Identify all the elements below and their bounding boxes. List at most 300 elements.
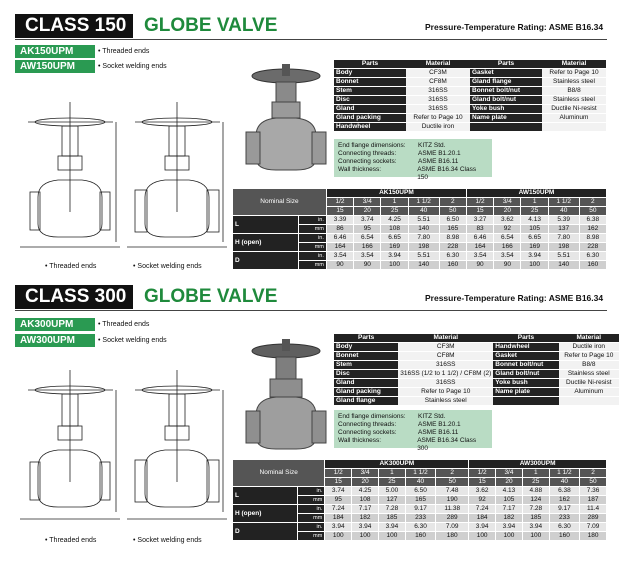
dimension-value: 11.38 <box>436 505 469 514</box>
part-name: Bonnet bolt/nut <box>470 87 542 96</box>
dimension-value: 166 <box>354 243 381 252</box>
size-fraction: 1/2 <box>469 469 496 478</box>
part-material: Aluminum <box>542 114 606 123</box>
size-fraction: 3/4 <box>494 198 521 207</box>
size-mm: 40 <box>548 207 579 216</box>
dimension-value: 100 <box>379 532 406 541</box>
parts-header-cell: Material <box>559 334 619 343</box>
parts-header-cell: Parts <box>334 60 406 69</box>
part-name: Body <box>334 69 406 78</box>
spec-note-value: KITZ Std. <box>418 142 446 149</box>
dimension-value: 3.74 <box>354 216 381 225</box>
part-material: Refer to Page 10 <box>542 69 606 78</box>
dimension-value: 164 <box>466 243 493 252</box>
part-name: Stem <box>334 361 398 370</box>
part-name: Gland flange <box>334 397 398 406</box>
socket-valve-drawing <box>125 92 230 262</box>
size-fraction: 1 <box>522 469 549 478</box>
spec-note-row <box>338 429 488 437</box>
dimension-value: 6.65 <box>521 234 548 243</box>
spec-note-label: Connecting threads: <box>338 150 397 157</box>
size-fraction: 3/4 <box>352 469 379 478</box>
part-material: CF8M <box>398 352 493 361</box>
spec-note-row <box>338 437 488 453</box>
dimension-value: 6.46 <box>326 234 353 243</box>
dimension-value: 100 <box>352 532 379 541</box>
dimension-value: 105 <box>521 225 548 234</box>
dimension-value: 3.94 <box>325 523 352 532</box>
dimension-value: 3.94 <box>352 523 379 532</box>
class-label: CLASS 300 <box>15 285 133 309</box>
dimension-value: 6.54 <box>354 234 381 243</box>
parts-row <box>334 379 619 388</box>
size-mm: 20 <box>354 207 381 216</box>
model-group-header: AK150UPM <box>326 189 466 198</box>
part-name: Bonnet <box>334 78 406 87</box>
spec-note-value: ASME B1.20.1 <box>418 421 461 428</box>
dimension-value: 100 <box>522 532 549 541</box>
unit-label: in. <box>299 234 327 243</box>
parts-row <box>334 69 606 78</box>
dimension-label: L <box>233 487 298 505</box>
dimension-value: 95 <box>354 225 381 234</box>
model-code: AK300UPM <box>15 318 95 331</box>
part-material: Stainless steel <box>542 96 606 105</box>
dimension-value: 95 <box>325 496 352 505</box>
unit-label: in. <box>298 487 325 496</box>
dimension-value: 127 <box>379 496 406 505</box>
nominal-size-header: Nominal Size <box>233 460 325 487</box>
rating-text: Pressure-Temperature Rating: ASME B16.34 <box>425 22 604 32</box>
part-material: Ductile iron <box>559 343 619 352</box>
unit-label: in. <box>298 523 325 532</box>
parts-row <box>334 343 619 352</box>
dimension-value: 182 <box>496 514 523 523</box>
parts-row <box>334 361 619 370</box>
spec-notes-box <box>334 410 492 452</box>
dimension-value: 160 <box>579 261 606 270</box>
part-material: 316SS <box>398 379 493 388</box>
size-fraction: 1/2 <box>325 469 352 478</box>
parts-row <box>334 370 619 379</box>
size-fraction: 2 <box>580 469 607 478</box>
dimension-value: 92 <box>469 496 496 505</box>
dimension-value: 3.94 <box>469 523 496 532</box>
size-mm: 15 <box>326 207 353 216</box>
dimension-value: 4.25 <box>352 487 379 496</box>
dimension-value: 228 <box>439 243 466 252</box>
caption-socket: • Socket welding ends <box>133 263 202 270</box>
part-name: Yoke bush <box>493 379 558 388</box>
part-material: CF3M <box>398 343 493 352</box>
size-fraction: 3/4 <box>354 198 381 207</box>
parts-row <box>334 388 619 397</box>
dimension-value: 11.4 <box>580 505 607 514</box>
part-name: Disc <box>334 370 398 379</box>
part-name: Name plate <box>470 114 542 123</box>
size-mm: 15 <box>469 478 496 487</box>
dimension-value: 86 <box>326 225 353 234</box>
part-material: B8/8 <box>542 87 606 96</box>
dimension-value: 7.24 <box>469 505 496 514</box>
parts-header-row <box>334 334 619 343</box>
dimension-value: 90 <box>354 261 381 270</box>
model-code: AK150UPM <box>15 45 95 58</box>
dimension-value: 162 <box>549 496 579 505</box>
spec-note-row <box>338 150 488 158</box>
spec-note-value: KITZ Std. <box>418 413 446 420</box>
dimension-value: 140 <box>408 261 439 270</box>
dimension-value: 3.62 <box>469 487 496 496</box>
dimension-value: 187 <box>580 496 607 505</box>
size-mm: 25 <box>379 478 406 487</box>
dimension-value: 6.30 <box>405 523 435 532</box>
part-material: Stainless steel <box>398 397 493 406</box>
size-fraction: 1 1/2 <box>548 198 579 207</box>
dimensions-table <box>232 188 607 270</box>
dimension-value: 3.62 <box>494 216 521 225</box>
spec-note-label: End flange dimensions: <box>338 142 406 149</box>
threaded-valve-drawing <box>18 362 123 532</box>
size-fraction: 2 <box>439 198 466 207</box>
part-name: Disc <box>334 96 406 105</box>
size-mm: 25 <box>521 207 548 216</box>
part-material: 316SS <box>406 87 470 96</box>
parts-row <box>334 96 606 105</box>
part-material: CF3M <box>406 69 470 78</box>
dims-row <box>233 487 607 496</box>
dimension-value: 7.24 <box>325 505 352 514</box>
valve-photo <box>242 58 327 183</box>
parts-header-row <box>334 60 606 69</box>
dimension-value: 5.00 <box>379 487 406 496</box>
model-note: • Threaded ends <box>98 321 150 328</box>
dimension-value: 160 <box>439 261 466 270</box>
unit-label: mm <box>299 243 327 252</box>
dimension-value: 100 <box>496 532 523 541</box>
size-fraction: 1 <box>381 198 408 207</box>
parts-row <box>334 114 606 123</box>
parts-header-cell: Parts <box>493 334 558 343</box>
part-material: 316SS <box>406 96 470 105</box>
dimension-label: D <box>233 523 298 541</box>
part-material: 316SS <box>398 361 493 370</box>
spec-notes-box <box>334 139 492 181</box>
part-name: Name plate <box>493 388 558 397</box>
dimension-value: 198 <box>408 243 439 252</box>
dimension-value: 3.54 <box>354 252 381 261</box>
part-material: B8/8 <box>559 361 619 370</box>
part-material: Stainless steel <box>559 370 619 379</box>
dimension-value: 105 <box>496 496 523 505</box>
model-code: AW150UPM <box>15 60 95 73</box>
unit-label: mm <box>298 532 325 541</box>
dimension-value: 182 <box>352 514 379 523</box>
size-mm: 40 <box>405 478 435 487</box>
spec-note-row <box>338 158 488 166</box>
part-name: Gasket <box>493 352 558 361</box>
size-mm: 25 <box>381 207 408 216</box>
dimension-value: 7.80 <box>548 234 579 243</box>
dimension-value: 3.54 <box>466 252 493 261</box>
spec-note-row <box>338 413 488 421</box>
spec-note-label: Connecting threads: <box>338 421 397 428</box>
part-material: Stainless steel <box>542 78 606 87</box>
unit-label: mm <box>298 514 325 523</box>
divider <box>15 39 607 40</box>
divider <box>15 310 607 311</box>
size-mm: 20 <box>494 207 521 216</box>
dims-row <box>233 252 607 261</box>
parts-table <box>334 334 619 406</box>
dimension-value: 169 <box>521 243 548 252</box>
spec-note-value: ASME B16.34 Class 150 <box>417 166 477 181</box>
model-note: • Socket welding ends <box>98 337 167 344</box>
parts-row <box>334 105 606 114</box>
dimension-value: 3.94 <box>521 252 548 261</box>
dimension-value: 83 <box>466 225 493 234</box>
parts-header-cell: Parts <box>470 60 542 69</box>
dims-row <box>233 216 607 225</box>
dimension-value: 3.94 <box>496 523 523 532</box>
spec-note-row <box>338 421 488 429</box>
part-name: Body <box>334 343 398 352</box>
part-name: Gland bolt/nut <box>493 370 558 379</box>
dims-row <box>233 523 607 532</box>
dimension-value: 289 <box>436 514 469 523</box>
dimension-value: 137 <box>548 225 579 234</box>
dimension-value: 100 <box>469 532 496 541</box>
spec-note-value: ASME B16.11 <box>418 429 459 436</box>
dimension-label: H (open) <box>233 505 298 523</box>
dimension-value: 108 <box>381 225 408 234</box>
size-mm: 40 <box>549 478 579 487</box>
model-code: AW300UPM <box>15 334 95 347</box>
dimension-value: 3.54 <box>326 252 353 261</box>
size-fraction: 2 <box>579 198 606 207</box>
size-fraction: 1 1/2 <box>405 469 435 478</box>
part-name: Gasket <box>470 69 542 78</box>
unit-label: in. <box>298 505 325 514</box>
dimension-value: 198 <box>548 243 579 252</box>
unit-label: mm <box>299 261 327 270</box>
dimension-value: 5.51 <box>548 252 579 261</box>
part-material: Refer to Page 10 <box>559 352 619 361</box>
part-name: Bonnet bolt/nut <box>493 361 558 370</box>
dimension-value: 8.98 <box>439 234 466 243</box>
size-mm: 25 <box>522 478 549 487</box>
part-material: 316SS (1/2 to 1 1/2) / CF8M (2) <box>400 370 492 377</box>
dimension-value: 5.51 <box>408 252 439 261</box>
dimension-label: H (open) <box>233 234 299 252</box>
spec-note-value: ASME B1.20.1 <box>418 150 461 157</box>
dimension-value: 7.48 <box>436 487 469 496</box>
dimension-value: 6.30 <box>439 252 466 261</box>
dimension-value: 190 <box>436 496 469 505</box>
dimension-value: 233 <box>549 514 579 523</box>
dimension-value: 9.17 <box>549 505 579 514</box>
dimension-value: 124 <box>522 496 549 505</box>
part-name: Handwheel <box>334 123 406 132</box>
dimension-value: 6.46 <box>466 234 493 243</box>
dimension-label: D <box>233 252 299 270</box>
size-fraction: 3/4 <box>496 469 523 478</box>
part-name: Yoke bush <box>470 105 542 114</box>
nominal-size-header: Nominal Size <box>233 189 327 216</box>
spec-note-label: Connecting sockets: <box>338 429 397 436</box>
size-mm: 50 <box>436 478 469 487</box>
parts-header-cell: Material <box>542 60 606 69</box>
dimension-value: 180 <box>436 532 469 541</box>
dimension-value: 7.28 <box>522 505 549 514</box>
dimension-value: 6.30 <box>579 252 606 261</box>
dimension-value: 233 <box>405 514 435 523</box>
part-material: Ductile Ni-resist <box>542 105 606 114</box>
part-name: Gland flange <box>470 78 542 87</box>
dims-row <box>233 505 607 514</box>
dimension-value: 100 <box>381 261 408 270</box>
dimension-value: 90 <box>466 261 493 270</box>
dimension-value: 7.09 <box>436 523 469 532</box>
dimension-value: 6.38 <box>579 216 606 225</box>
part-material: CF8M <box>406 78 470 87</box>
dimension-value: 7.09 <box>580 523 607 532</box>
dimension-value: 108 <box>352 496 379 505</box>
dimension-value: 166 <box>494 243 521 252</box>
part-name <box>470 123 542 132</box>
dimension-value: 140 <box>408 225 439 234</box>
size-mm: 15 <box>325 478 352 487</box>
part-name: Handwheel <box>493 343 558 352</box>
dimension-value: 185 <box>522 514 549 523</box>
part-material: Refer to Page 10 <box>406 114 470 123</box>
size-mm: 20 <box>496 478 523 487</box>
dimension-value: 100 <box>521 261 548 270</box>
model-group-header: AW300UPM <box>469 460 607 469</box>
parts-row <box>334 123 606 132</box>
part-name: Gland packing <box>334 388 398 397</box>
parts-header-cell: Parts <box>334 334 398 343</box>
dimension-label: L <box>233 216 299 234</box>
dimension-value: 3.39 <box>326 216 353 225</box>
model-group-header: AW150UPM <box>466 189 606 198</box>
dimension-value: 6.54 <box>494 234 521 243</box>
dimension-value: 92 <box>494 225 521 234</box>
dimension-value: 180 <box>580 532 607 541</box>
size-fraction: 2 <box>436 469 469 478</box>
spec-note-label: Wall thickness: <box>338 166 382 173</box>
caption-socket: • Socket welding ends <box>133 537 202 544</box>
section-title: GLOBE VALVE <box>144 15 278 36</box>
dimension-value: 3.27 <box>466 216 493 225</box>
model-note: • Threaded ends <box>98 48 150 55</box>
dimension-value: 6.50 <box>439 216 466 225</box>
unit-label: mm <box>299 225 327 234</box>
threaded-valve-drawing <box>18 92 123 262</box>
parts-header-cell: Material <box>398 334 493 343</box>
dimension-value: 140 <box>548 261 579 270</box>
spec-note-label: End flange dimensions: <box>338 413 406 420</box>
spec-note-value: ASME B16.34 Class 300 <box>417 437 477 452</box>
dimension-value: 165 <box>405 496 435 505</box>
unit-label: in. <box>299 252 327 261</box>
part-material: 316SS <box>406 105 470 114</box>
dimension-value: 3.94 <box>522 523 549 532</box>
dimension-value: 160 <box>405 532 435 541</box>
dimension-value: 6.38 <box>549 487 579 496</box>
model-note: • Socket welding ends <box>98 63 167 70</box>
dimension-value: 6.65 <box>381 234 408 243</box>
size-mm: 50 <box>580 478 607 487</box>
part-name <box>493 397 558 406</box>
parts-row <box>334 397 619 406</box>
size-fraction: 1 1/2 <box>549 469 579 478</box>
caption-threaded: • Threaded ends <box>45 263 97 270</box>
dimension-value: 90 <box>494 261 521 270</box>
dimension-value: 160 <box>549 532 579 541</box>
part-name: Stem <box>334 87 406 96</box>
caption-threaded: • Threaded ends <box>45 537 97 544</box>
part-material <box>559 397 619 406</box>
dimension-value: 7.28 <box>379 505 406 514</box>
part-material <box>542 123 606 132</box>
dimension-value: 162 <box>579 225 606 234</box>
dimension-value: 169 <box>381 243 408 252</box>
parts-row <box>334 78 606 87</box>
part-material: Refer to Page 10 <box>398 388 493 397</box>
size-mm: 40 <box>408 207 439 216</box>
part-name: Gland bolt/nut <box>470 96 542 105</box>
dimension-value: 6.30 <box>549 523 579 532</box>
dimensions-table <box>232 459 607 541</box>
dimension-value: 184 <box>325 514 352 523</box>
size-fraction: 1 <box>521 198 548 207</box>
size-fraction: 1/2 <box>326 198 353 207</box>
part-material: Ductile iron <box>406 123 470 132</box>
dimension-value: 5.39 <box>548 216 579 225</box>
dimension-value: 7.17 <box>352 505 379 514</box>
spec-note-label: Connecting sockets: <box>338 158 397 165</box>
dimension-value: 4.13 <box>521 216 548 225</box>
size-mm: 50 <box>439 207 466 216</box>
dimension-value: 7.80 <box>408 234 439 243</box>
part-name: Gland <box>334 379 398 388</box>
dimension-value: 165 <box>439 225 466 234</box>
size-mm: 50 <box>579 207 606 216</box>
spec-note-row <box>338 142 488 150</box>
rating-text: Pressure-Temperature Rating: ASME B16.34 <box>425 293 604 303</box>
part-material: Aluminum <box>559 388 619 397</box>
dimension-value: 3.74 <box>325 487 352 496</box>
dimension-value: 4.13 <box>496 487 523 496</box>
size-fraction: 1/2 <box>466 198 493 207</box>
dimension-value: 7.17 <box>496 505 523 514</box>
section-title: GLOBE VALVE <box>144 286 278 307</box>
part-name: Gland packing <box>334 114 406 123</box>
socket-valve-drawing <box>125 362 230 532</box>
spec-note-label: Wall thickness: <box>338 437 382 444</box>
dimension-value: 9.17 <box>405 505 435 514</box>
dimension-value: 4.25 <box>381 216 408 225</box>
part-name: Bonnet <box>334 352 398 361</box>
class-label: CLASS 150 <box>15 14 133 38</box>
dimension-value: 4.88 <box>522 487 549 496</box>
parts-row <box>334 352 619 361</box>
dims-group-row <box>233 460 607 469</box>
parts-table <box>334 60 606 132</box>
dimension-value: 7.36 <box>580 487 607 496</box>
dimension-value: 3.54 <box>494 252 521 261</box>
